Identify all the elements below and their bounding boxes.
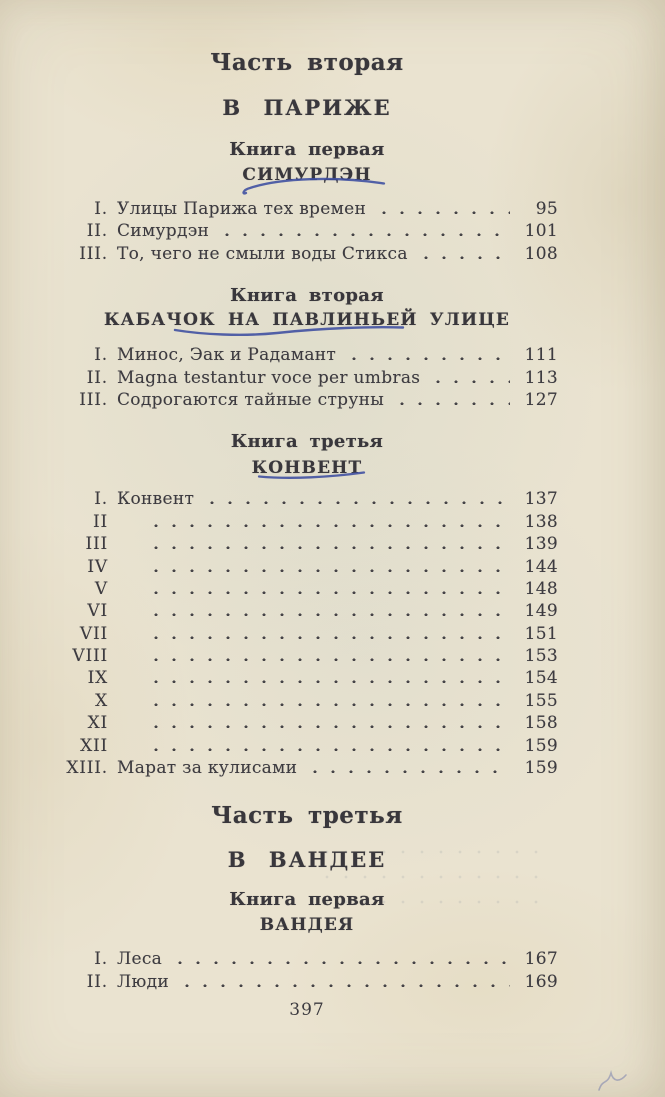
book-title: СИМУРДЭН	[242, 165, 372, 185]
chapter-numeral: I.	[94, 949, 108, 970]
page-number: 148	[524, 578, 558, 599]
page-number: 154	[524, 668, 558, 689]
chapter-numeral: III.	[79, 389, 108, 410]
toc-entry	[36, 948, 558, 970]
chapter-numeral: VIII	[72, 646, 108, 667]
chapter-numeral: II.	[86, 971, 108, 992]
chapter-title: Симурдэн	[117, 221, 210, 242]
page-number: 167	[524, 949, 558, 970]
dot-leader	[148, 667, 510, 689]
chapter-numeral: III.	[79, 243, 108, 264]
toc-entry	[36, 367, 558, 389]
page-number: 158	[524, 713, 558, 734]
toc-entry	[36, 690, 558, 712]
chapter-numeral: V	[94, 578, 108, 599]
chapter-numeral: IX	[87, 668, 108, 689]
part-subtitle: В ПАРИЖЕ	[222, 95, 392, 120]
chapter-numeral: VI	[87, 601, 108, 622]
chapter-numeral: X	[95, 690, 108, 711]
dot-leader	[148, 511, 510, 533]
dot-leader	[148, 645, 510, 667]
page-number: 127	[524, 389, 558, 410]
toc-entry	[36, 389, 558, 411]
dot-leader	[219, 220, 510, 242]
page-number: 101	[524, 221, 558, 242]
chapter-title: Magna testantur voce per umbras	[117, 367, 421, 388]
table-of-contents	[36, 0, 558, 1021]
chapter-list	[36, 344, 558, 411]
chapter-numeral: II.	[86, 367, 108, 388]
chapter-numeral: XI	[87, 713, 108, 734]
chapter-numeral: I.	[94, 199, 108, 219]
toc-entry	[36, 578, 558, 600]
toc-entry	[36, 488, 558, 510]
page-number: 137	[524, 489, 558, 510]
toc-entry	[36, 735, 558, 757]
dot-leader	[148, 623, 510, 645]
chapter-list	[36, 948, 558, 993]
page-number: 169	[524, 971, 558, 992]
dot-leader	[172, 948, 510, 970]
page-number: 153	[524, 646, 558, 667]
chapter-numeral: II.	[86, 221, 108, 242]
pen-corner-scribble	[596, 1066, 632, 1096]
chapter-title: Марат за кулисами	[117, 758, 298, 779]
toc-entry	[36, 757, 558, 779]
book-title: ВАНДЕЯ	[259, 915, 355, 936]
book-number-label: Книга первая	[229, 139, 385, 160]
book-title: КОНВЕНТ	[251, 458, 363, 479]
chapter-numeral: II	[92, 511, 108, 532]
book-number-label: Книга первая	[229, 889, 385, 911]
page-number: 108	[524, 243, 558, 264]
chapter-numeral: VII	[79, 623, 108, 644]
chapter-numeral: IV	[87, 556, 108, 577]
dot-leader	[376, 198, 510, 220]
part-title: Часть вторая	[210, 49, 404, 76]
dot-leader	[148, 556, 510, 578]
chapter-title: Улицы Парижа тех времен	[117, 199, 367, 219]
toc-entry	[36, 511, 558, 533]
dot-leader	[430, 367, 510, 389]
dot-leader	[346, 344, 510, 366]
dot-leader	[148, 690, 510, 712]
book-number-label: Книга вторая	[230, 285, 384, 307]
chapter-title: Люди	[117, 971, 169, 992]
chapter-list	[36, 488, 558, 779]
page-number: 155	[524, 690, 558, 711]
part-subtitle: В ВАНДЕЕ	[227, 847, 387, 873]
toc-entry	[36, 600, 558, 622]
chapter-title: Конвент	[117, 489, 195, 510]
pen-stroke	[599, 1073, 626, 1090]
page-number: 95	[535, 199, 558, 219]
toc-entry	[36, 623, 558, 645]
toc-entry	[36, 645, 558, 667]
page-number: 159	[524, 758, 558, 779]
chapter-title: Леса	[117, 949, 163, 970]
chapter-numeral: XIII.	[66, 758, 108, 779]
page-number: 139	[524, 534, 558, 555]
book-number-label: Книга третья	[230, 431, 384, 453]
dot-leader	[148, 712, 510, 734]
toc-entry	[36, 198, 558, 220]
page-number: 159	[524, 735, 558, 756]
chapter-numeral: III	[85, 534, 108, 555]
part-title: Часть третья	[211, 802, 403, 830]
toc-entry	[36, 243, 558, 265]
page-number: 111	[524, 345, 558, 366]
page-number: 151	[524, 623, 558, 644]
folio-page-number: 397	[289, 1000, 325, 1021]
toc-entry	[36, 556, 558, 578]
page-number: 138	[524, 511, 558, 532]
toc-entry	[36, 667, 558, 689]
dot-leader	[394, 389, 510, 411]
dot-leader	[418, 243, 510, 265]
chapter-title: То, чего не смыли воды Стикса	[117, 243, 408, 264]
page-number: 149	[524, 601, 558, 622]
chapter-title: Содрогаются тайные струны	[117, 389, 385, 410]
chapter-numeral: XII	[80, 735, 108, 756]
dot-leader	[148, 533, 510, 555]
toc-entry	[36, 344, 558, 366]
toc-entry	[36, 712, 558, 734]
dot-leader	[148, 600, 510, 622]
toc-entry	[36, 971, 558, 993]
chapter-numeral: I.	[94, 345, 108, 366]
toc-entry	[36, 533, 558, 555]
page-number: 144	[524, 556, 558, 577]
page-number: 113	[524, 367, 558, 388]
chapter-numeral: I.	[94, 489, 108, 510]
dot-leader	[179, 971, 510, 993]
dot-leader	[148, 735, 510, 757]
dot-leader	[307, 757, 510, 779]
chapter-list	[36, 198, 558, 265]
toc-entry	[36, 220, 558, 242]
dot-leader	[204, 488, 510, 510]
dot-leader	[148, 578, 510, 600]
chapter-title: Минос, Эак и Радамант	[117, 345, 337, 366]
book-title: КАБАЧОК НА ПАВЛИНЬЕЙ УЛИЦЕ	[103, 310, 511, 331]
